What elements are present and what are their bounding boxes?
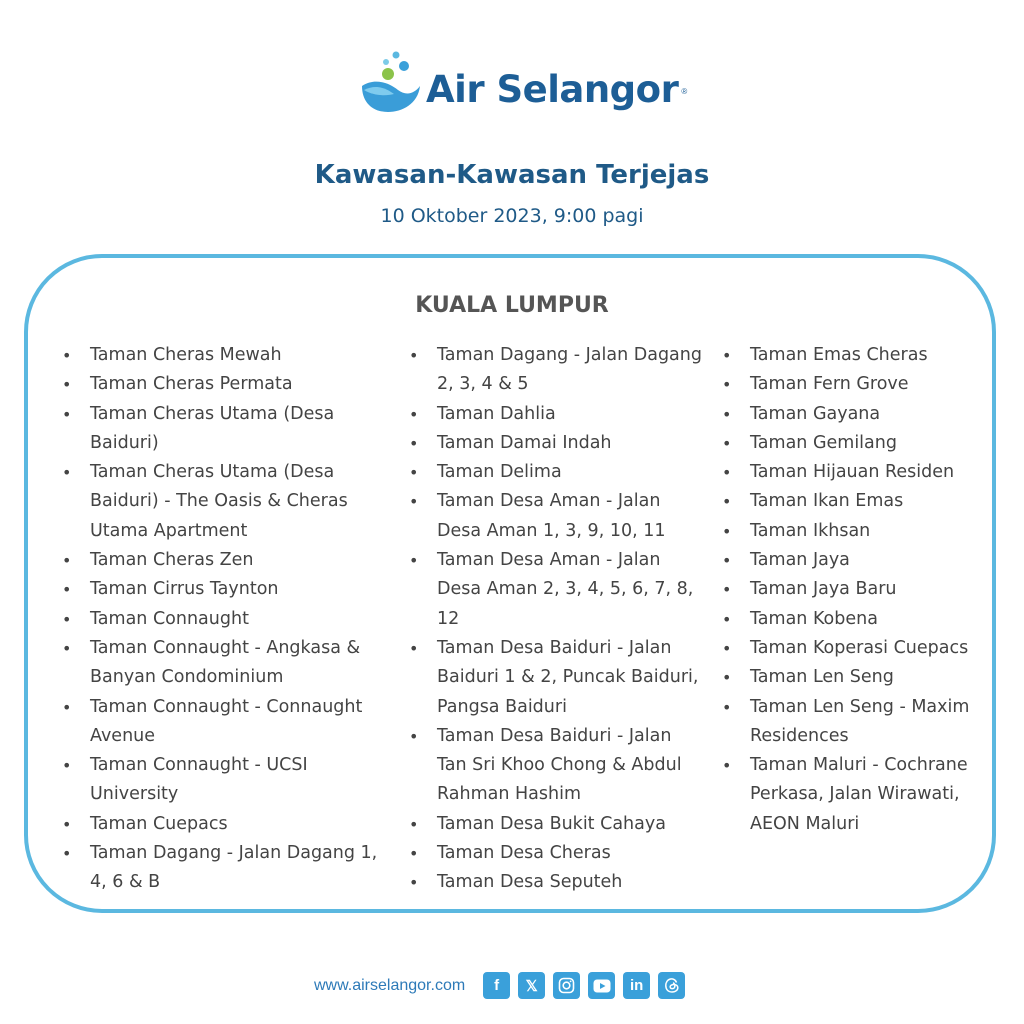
area-list-item: • Taman Connaught - Angkasa & Banyan Condominium <box>62 634 387 693</box>
area-list-item: • Taman Connaught <box>62 605 387 634</box>
area-list-item: • Taman Desa Cheras <box>409 839 705 868</box>
area-list-item: • Taman Ikan Emas <box>722 487 984 516</box>
x-icon[interactable]: 𝕏 <box>518 972 545 999</box>
area-list-item: • Taman Len Seng <box>722 663 984 692</box>
area-list-column-2 <box>409 341 705 898</box>
area-list-item: • Taman Jaya <box>722 546 984 575</box>
linkedin-icon[interactable]: in <box>623 972 650 999</box>
area-list-column-1 <box>62 341 387 898</box>
website-link[interactable]: www.airselangor.com <box>314 976 466 994</box>
area-list-column-3 <box>722 341 984 839</box>
area-list-item: • Taman Cuepacs <box>62 810 387 839</box>
area-list-item: • Taman Desa Seputeh <box>409 868 705 897</box>
water-drop-logo-icon <box>358 50 422 116</box>
area-list-item: • Taman Maluri - Cochrane Perkasa, Jalan Wirawati, AEON Maluri <box>722 751 984 839</box>
area-list-item: • Taman Gemilang <box>722 429 984 458</box>
area-list-item: • Taman Delima <box>409 458 705 487</box>
instagram-icon[interactable] <box>553 972 580 999</box>
area-list-item: • Taman Dahlia <box>409 400 705 429</box>
area-list-item: • Taman Ikhsan <box>722 517 984 546</box>
area-list-item: • Taman Dagang - Jalan Dagang 1, 4, 6 & B <box>62 839 387 898</box>
area-list-item: • Taman Desa Bukit Cahaya <box>409 810 705 839</box>
area-list-item: • Taman Len Seng - Maxim Residences <box>722 693 984 752</box>
area-list-item: • Taman Kobena <box>722 605 984 634</box>
brand-name: Air Selangor <box>426 67 679 111</box>
area-list-item: • Taman Desa Baiduri - Jalan Tan Sri Khoo Chong & Abdul Rahman Hashim <box>409 722 705 810</box>
area-list-item: • Taman Damai Indah <box>409 429 705 458</box>
area-list-item: • Taman Cheras Zen <box>62 546 387 575</box>
facebook-icon[interactable]: f <box>483 972 510 999</box>
region-heading: KUALA LUMPUR <box>415 293 609 318</box>
page-title: Kawasan-Kawasan Terjejas <box>314 160 710 190</box>
youtube-icon[interactable] <box>588 972 615 999</box>
date-time: 10 Oktober 2023, 9:00 pagi <box>380 205 644 227</box>
area-list-item: • Taman Gayana <box>722 400 984 429</box>
area-list-item: • Taman Fern Grove <box>722 370 984 399</box>
area-list-item: • Taman Desa Baiduri - Jalan Baiduri 1 & 2, Puncak Baiduri, Pangsa Baiduri <box>409 634 705 722</box>
area-list-item: • Taman Cirrus Taynton <box>62 575 387 604</box>
area-list-item: • Taman Cheras Utama (Desa Baiduri) - The Oasis & Cheras Utama Apartment <box>62 458 387 546</box>
area-list-item: • Taman Hijauan Residen <box>722 458 984 487</box>
area-list-item: • Taman Cheras Mewah <box>62 341 387 370</box>
air-selangor-logo <box>358 50 687 116</box>
area-list-item: • Taman Koperasi Cuepacs <box>722 634 984 663</box>
area-list-item: • Taman Connaught - Connaught Avenue <box>62 693 387 752</box>
area-list-item: • Taman Connaught - UCSI University <box>62 751 387 810</box>
area-list-item: • Taman Cheras Utama (Desa Baiduri) <box>62 400 387 459</box>
area-list-item: • Taman Desa Aman - Jalan Desa Aman 2, 3, 4, 5, 6, 7, 8, 12 <box>409 546 705 634</box>
area-list-item: • Taman Jaya Baru <box>722 575 984 604</box>
registered-mark: ® <box>681 86 688 96</box>
area-list-item: • Taman Dagang - Jalan Dagang 2, 3, 4 & 5 <box>409 341 705 400</box>
area-list-item: • Taman Emas Cheras <box>722 341 984 370</box>
area-list-item: • Taman Cheras Permata <box>62 370 387 399</box>
threads-icon[interactable] <box>658 972 685 999</box>
area-list-item: • Taman Desa Aman - Jalan Desa Aman 1, 3, 9, 10, 11 <box>409 487 705 546</box>
footer <box>314 972 693 999</box>
